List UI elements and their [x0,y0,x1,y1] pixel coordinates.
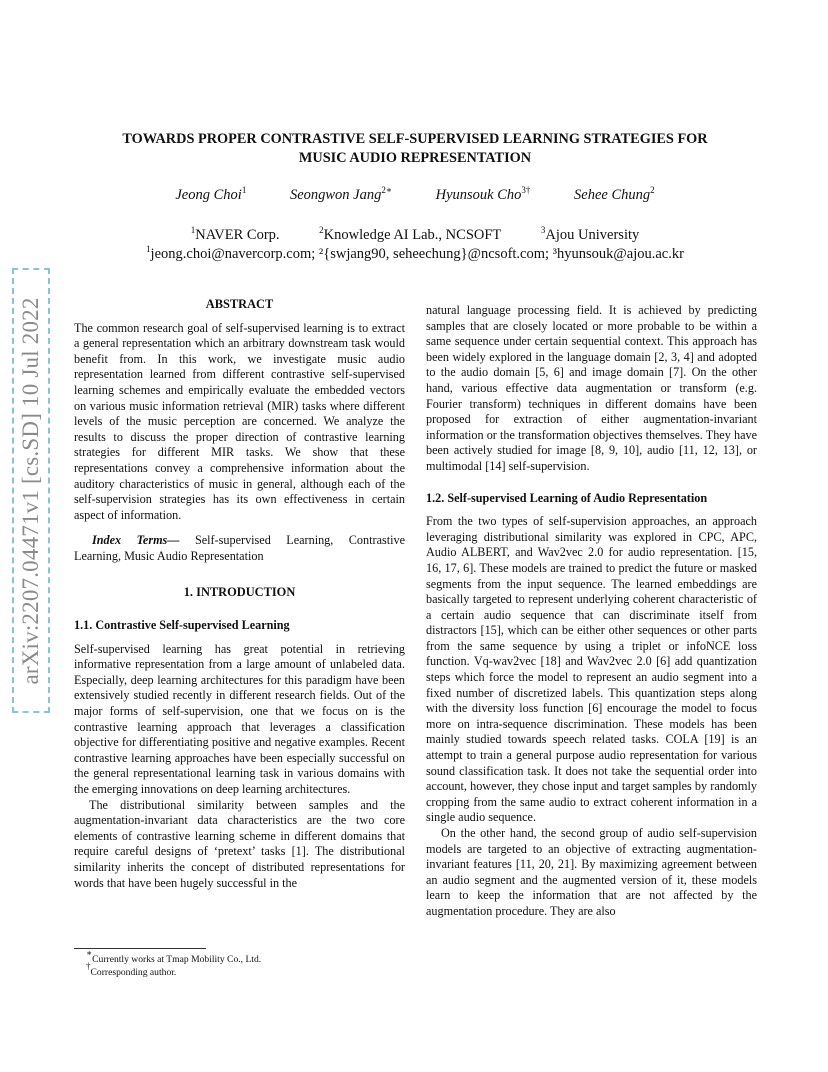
section-1-1-heading: 1.1. Contrastive Self-supervised Learning [74,618,290,633]
author-3: Hyunsouk Cho$^{3\dagger}$ [435,185,531,203]
section-1-2-paragraph-2: On the other hand, the second group of audio self-supervision models are targeted to an objective of extracting augmentation-invariant features [11, 20, 21]. By maximizing agreement between an audio segment and the augmented version of it, these models learn to keep the information that are not affected by the augmentation procedure. They are also [426,826,757,918]
author-1: Jeong Choi$^1$ [175,185,247,203]
index-terms: Index Terms— Self-supervised Learning, Contrastive Learning, Music Audio Representation [74,533,405,563]
affiliation-1: $^1$NAVER Corp. [190,225,280,243]
introduction-heading: 1. INTRODUCTION [183,584,296,599]
section-1-1-paragraph-1: Self-supervised learning has great potential in retrieving informative representation from a large amount of unlabeled data. Especially, deep learning architectures for this paradigm have been extensively studied recently in different research fields. Out of the major forms of self-supervision, one that we focus on is the contrastive learning approach that leverages a classification objective for differentiating positive and negative examples. Recent contrastive learning approaches have been especially successful on the general representational learning task in various domains with the emerging innovations on deep learning architectures. [74,641,405,797]
section-1-1-paragraph-2: The distributional similarity between samples and the augmentation-invariant data characteristics are the two core elements of contrastive learning scheme in different domains that require careful designs of ‘pretext’ tasks [1]. The distributional similarity inherits the concept of distributed representations for words that have been hugely successful in the [74,797,405,890]
email-line: $^1$jeong.choi@navercorp.com; ²{swjang90, seheechung}@ncsoft.com; ³hyunsouk@ajou.ac.kr [146,244,684,262]
author-2: Seongwon Jang$^{2∗}$ [289,185,392,203]
title-line-2: MUSIC AUDIO REPRESENTATION [298,150,532,166]
author-list [80,187,750,204]
title-line-1: TOWARDS PROPER CONTRASTIVE SELF-SUPERVISED LEARNING STRATEGIES FOR [122,131,708,147]
arxiv-stamp [12,268,50,713]
footnotes [74,948,405,979]
left-column [74,297,405,891]
author-4: Sehee Chung$^2$ [574,185,655,203]
abstract-heading: ABSTRACT [205,297,274,311]
abstract-text: The common research goal of self-supervised learning is to extract a general representation which an arbitrary downstream task would benefit from. In this work, we investigate music audio representation learned from different contrastive self-supervised learning schemes and empirically evaluate the embedded vectors on various music information retrieval (MIR) tasks where different levels of the music perception are concerned. We analyze the results to discuss the proper direction of contrastive learning strategies for different MIR tasks. We show that these representations convey a comprehensive information about the auditory characteristics of music in general, although each of the self-supervision strategies has its own effectiveness in certain aspect of information. [74,320,405,522]
paper-title [80,130,750,168]
footnote-2: †Corresponding author. [86,961,177,978]
right-column-paragraph: natural language processing field. It is achieved by predicting samples that are closely located or more probable to be within a same sequence under certain sequential context. This approach has been widely explored in the language domain [2, 3, 4] and adopted to the audio domain [5, 6] and image domain [7]. On the other hand, various effective data augmentation or transform (e.g. Fourier transform) techniques in different domains have been proposed for extraction of either augmentation-invariant information or the transformation objectives themselves. They have been actively studied for image [8, 9, 10], audio [11, 12, 13], or multimodal [14] self-supervision. [426,303,757,473]
affiliations [80,226,750,264]
footnote-1: ∗Currently works at Tmap Mobility Co., Ltd. [86,948,262,965]
section-1-2-paragraph-1: From the two types of self-supervision approaches, an approach leveraging distributional similarity was explored in CPC, APC, Audio ALBERT, and Wav2vec 2.0 for audio representation. [15, 16, 17, 6]. These models are trained to predict the future or masked segments from the input sequence. The learned embeddings are basically targeted to represent underlying coherent characteristic of a certain audio sequence that can discriminate itself from distractors [15], which can be either other sequences or other parts from the same sequence by using a triplet or infoNCE loss function. Vq-wav2vec [18] and Wav2vec 2.0 [6] add quantization steps which force the model to represent an audio segment into a fixed number of discretized labels. This quantization steps along with the diversity loss function [6] encourage the model to focus more on intra-sequence discrimination. These models has been mainly studied towards speech related tasks. COLA [19] is an attempt to train a general purpose audio representation for various sound classification task. It does not take the sequential order into account, however, they chose input and target samples by randomly cropping from the same audio to extract coherent information in a single audio sequence. [426,514,757,825]
affiliation-3: $^3$Ajou University [540,225,640,243]
right-column [426,303,757,920]
arxiv-identifier: arXiv:2207.04471v1 [cs.SD] 10 Jul 2022 [18,296,43,685]
footnote-rule [74,948,206,949]
section-1-2-heading: 1.2. Self-supervised Learning of Audio Representation [426,490,708,505]
affiliation-2: $^2$Knowledge AI Lab., NCSOFT [319,225,502,243]
affiliation-line [80,226,750,245]
